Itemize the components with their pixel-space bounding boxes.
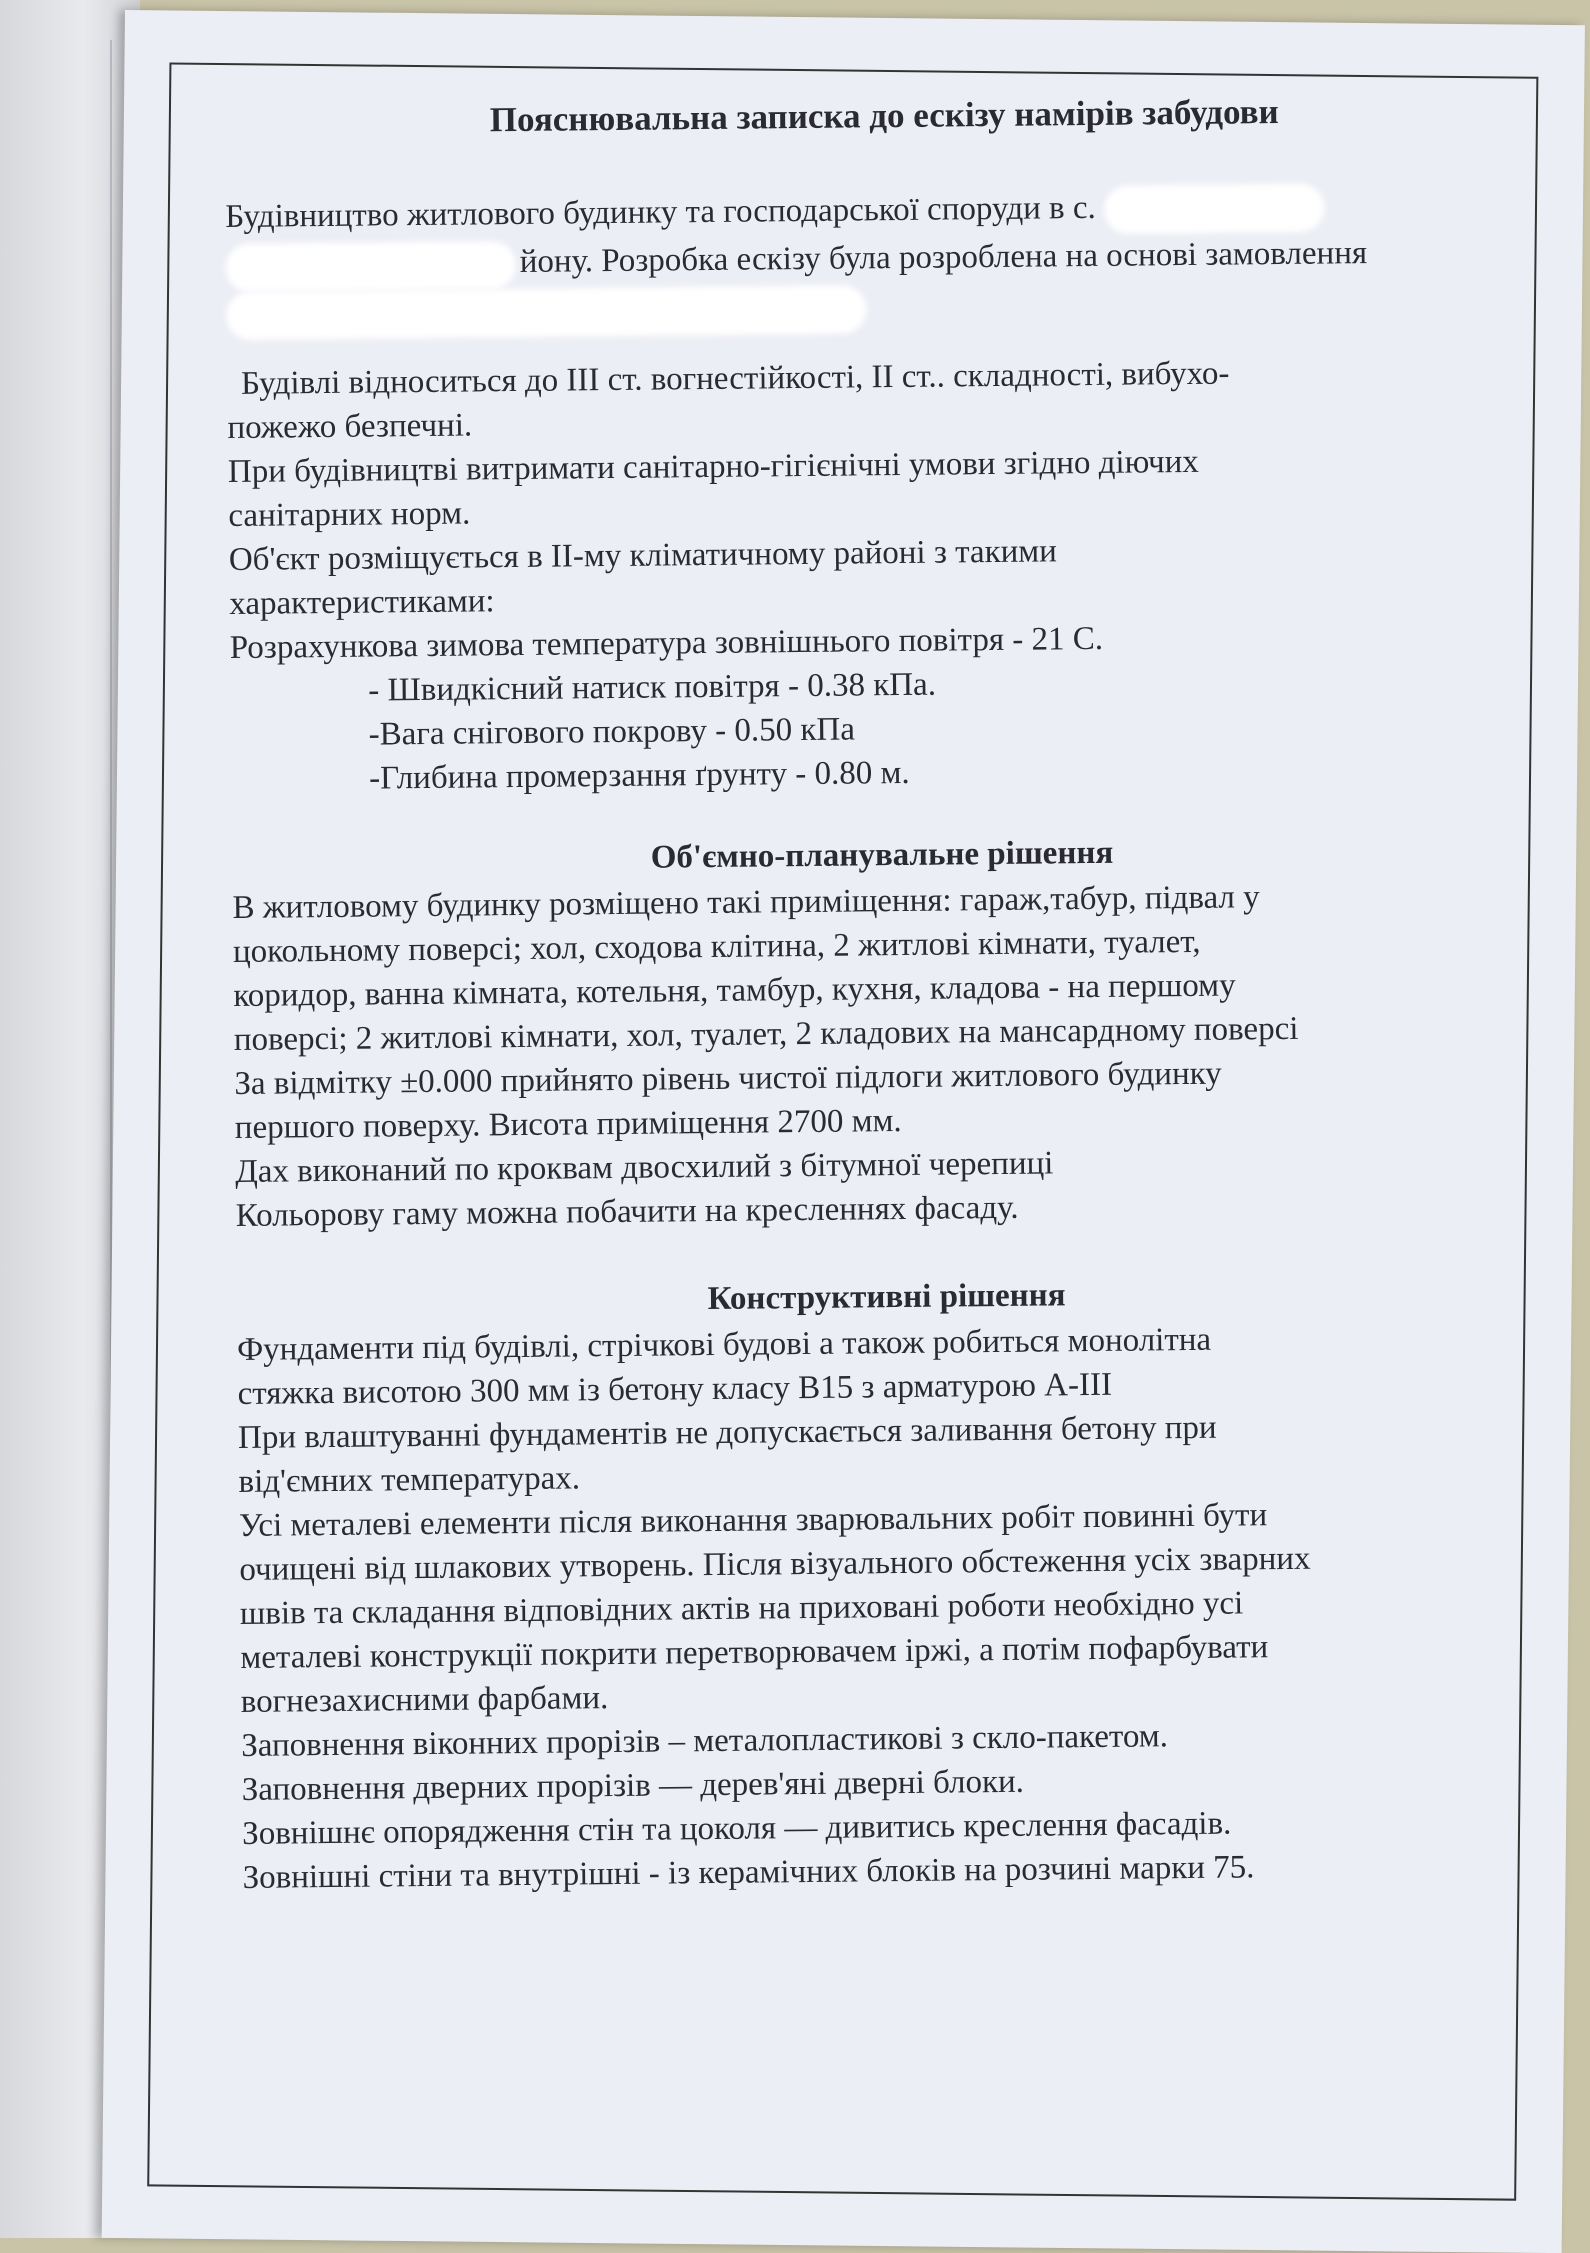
planning-line: В житловому будинку розміщено такі приміщення: гараж,табур, підвал у: [232, 879, 1260, 927]
climate-line: - Швидкісний натиск повітря - 0.38 кПа.: [368, 666, 937, 709]
climate-line: -Вага снігового покрову - 0.50 кПа: [368, 711, 856, 753]
construction-line: Усі металеві елементи після виконання зварювальних робіт повинні бути: [238, 1497, 1268, 1545]
construction-line: Зовнішнє опорядження стін та цоколя — дивитись креслення фасадів.: [242, 1805, 1232, 1853]
planning-line: Кольорову гаму можна побачити на кресленнях фасаду.: [235, 1190, 1019, 1235]
planning-line: коридор, ванна кімната, котельня, тамбур, кухня, кладова - на першому: [233, 967, 1236, 1015]
general-line: Об'єкт розміщується в ІІ-му кліматичному районі з такими: [228, 533, 1058, 579]
construction-line: Заповнення віконних прорізів – металопластикові з скло-пакетом.: [241, 1718, 1169, 1765]
construction-line: Зовнішні стіни та внутрішні - із керамічних блоків на розчині марки 75.: [242, 1849, 1255, 1897]
planning-line: За відмітку ±0.000 прийнято рівень чистої підлоги житлового будинку: [234, 1055, 1222, 1103]
document-title: Пояснювальна записка до ескізу намірів забудови: [489, 91, 1279, 140]
climate-line: -Глибина промерзання ґрунту - 0.80 м.: [368, 755, 910, 797]
construction-line: від'ємних температурах.: [238, 1460, 581, 1501]
redaction-mark: [226, 286, 866, 341]
redaction-mark: [1104, 184, 1324, 234]
construction-line: швів та складання відповідних актів на приховані роботи необхідно усі: [239, 1585, 1244, 1633]
section-heading-construction: Конструктивні рішення: [707, 1277, 1066, 1318]
construction-line: металеві конструкції покрити перетворювачем іржі, а потім пофарбувати: [240, 1629, 1269, 1677]
section-heading-planning: Об'ємно-планувальне рішення: [650, 835, 1114, 876]
construction-line: При влаштуванні фундаментів не допускається заливання бетону при: [237, 1409, 1217, 1457]
general-line: пожежо безпечні.: [227, 407, 473, 447]
general-line: характеристиками:: [229, 583, 495, 623]
general-line: При будівництві витримати санітарно-гігієнічні умови згідно діючих: [227, 444, 1199, 491]
planning-line: першого поверху. Висота приміщення 2700 мм.: [234, 1103, 902, 1147]
page-edge: [20, 40, 112, 2190]
construction-line: очищені від шлакових утворень. Після візуального обстеження усіх зварних: [239, 1541, 1311, 1589]
redaction-mark: [226, 241, 516, 292]
construction-line: Фундаменти під будівлі, стрічкові будові а також робиться монолітна: [236, 1322, 1212, 1369]
general-line: санітарних норм.: [228, 495, 471, 535]
planning-line: поверсі; 2 житлові кімнати, хол, туалет, 2 кладових на мансардному поверсі: [233, 1011, 1299, 1059]
construction-line: вогнезахисними фарбами.: [240, 1680, 609, 1721]
general-line: Будівлі відноситься до ІІІ ст. вогнестійкості, ІІ ст.. складності, вибухо-: [240, 355, 1230, 403]
general-line: Розрахункова зимова температура зовнішнього повітря - 21 С.: [229, 621, 1104, 667]
document-content: [224, 87, 1543, 1900]
construction-line: Заповнення дверних прорізів — дерев'яні дверні блоки.: [241, 1764, 1025, 1809]
planning-line: цокольному поверсі; хол, сходова клітина, 2 житлові кімнати, туалет,: [232, 924, 1201, 971]
intro-line: йону. Розробка ескізу була розроблена на основі замовлення: [226, 230, 1526, 292]
planning-line: Дах виконаний по кроквам двосхилий з бітумної черепиці: [235, 1145, 1054, 1191]
document-page: [102, 10, 1585, 2253]
construction-line: стяжка висотою 300 мм із бетону класу В15 з арматурою А-ІІІ: [237, 1367, 1113, 1413]
intro-line: Будівництво житлового будинку та господарської споруди в с.: [225, 181, 1525, 243]
